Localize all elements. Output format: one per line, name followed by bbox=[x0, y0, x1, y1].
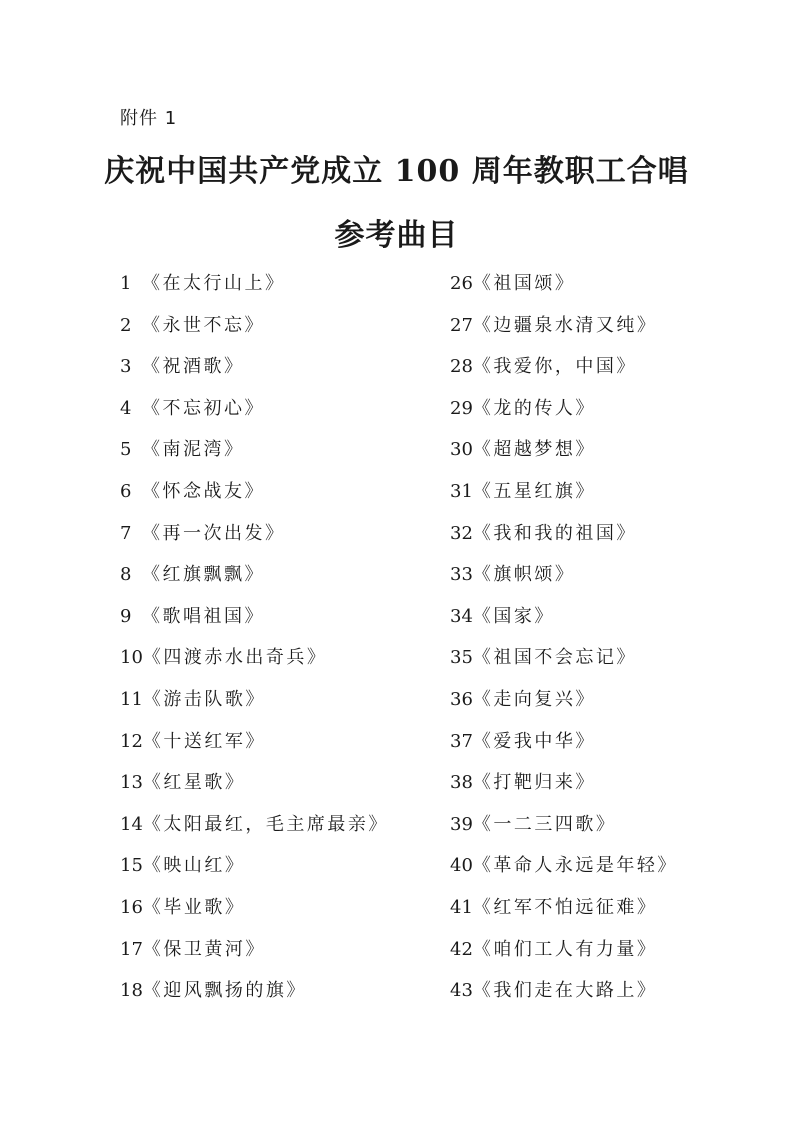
song-number: 16 bbox=[120, 896, 143, 918]
song-title: 《我爱你，中国》 bbox=[472, 356, 637, 378]
song-title: 《映山红》 bbox=[142, 855, 246, 877]
song-item bbox=[120, 436, 440, 478]
song-number: 5 bbox=[120, 439, 132, 461]
song-title: 《红星歌》 bbox=[142, 772, 246, 794]
song-list-left bbox=[120, 270, 440, 1019]
song-number: 42 bbox=[450, 938, 473, 960]
song-item bbox=[450, 478, 770, 520]
song-item bbox=[450, 936, 770, 978]
song-item bbox=[120, 686, 440, 728]
song-number: 18 bbox=[120, 980, 143, 1002]
document-title: 庆祝中国共产党成立 100 周年教职工合唱 bbox=[104, 154, 689, 189]
song-list-right bbox=[450, 270, 770, 1019]
song-title: 《不忘初心》 bbox=[142, 397, 265, 419]
song-number: 41 bbox=[450, 896, 473, 918]
song-number: 8 bbox=[120, 564, 132, 586]
song-title: 《红军不怕远征难》 bbox=[472, 896, 658, 918]
song-number: 39 bbox=[450, 813, 473, 835]
song-number: 1 bbox=[120, 273, 132, 294]
song-number: 37 bbox=[450, 730, 473, 752]
song-title: 《龙的传人》 bbox=[472, 397, 596, 419]
song-title: 《祖国不会忘记》 bbox=[472, 647, 637, 669]
song-title: 《革命人永远是年轻》 bbox=[472, 855, 678, 877]
document-subtitle: 参考曲目 bbox=[334, 218, 459, 253]
song-number: 36 bbox=[450, 688, 473, 710]
song-item bbox=[120, 312, 440, 354]
song-item bbox=[120, 894, 440, 936]
song-title: 《国家》 bbox=[472, 605, 555, 627]
song-number: 14 bbox=[120, 813, 143, 835]
song-item bbox=[120, 977, 440, 1019]
song-number: 34 bbox=[450, 605, 473, 627]
song-item bbox=[450, 270, 770, 312]
song-item bbox=[120, 852, 440, 894]
song-item bbox=[120, 644, 440, 686]
song-title: 《太阳最红，毛主席最亲》 bbox=[142, 813, 389, 835]
song-number: 27 bbox=[450, 314, 473, 336]
song-number: 10 bbox=[120, 647, 143, 669]
song-number: 7 bbox=[120, 522, 132, 544]
song-item bbox=[120, 353, 440, 395]
song-item bbox=[450, 728, 770, 770]
song-number: 15 bbox=[120, 855, 143, 877]
song-title: 《走向复兴》 bbox=[472, 688, 596, 710]
song-title: 《超越梦想》 bbox=[472, 439, 596, 461]
song-item bbox=[120, 603, 440, 645]
song-item bbox=[450, 894, 770, 936]
song-item bbox=[450, 353, 770, 395]
song-number: 2 bbox=[120, 314, 132, 336]
song-title: 《歌唱祖国》 bbox=[142, 605, 265, 627]
song-item bbox=[450, 436, 770, 478]
song-number: 31 bbox=[450, 480, 473, 502]
song-number: 26 bbox=[450, 273, 473, 294]
song-title: 《祝酒歌》 bbox=[142, 356, 245, 378]
song-item bbox=[120, 811, 440, 853]
song-title: 《游击队歌》 bbox=[142, 688, 266, 710]
song-title: 《我们走在大路上》 bbox=[472, 980, 658, 1002]
song-number: 43 bbox=[450, 980, 473, 1002]
song-number: 9 bbox=[120, 605, 132, 627]
song-number: 29 bbox=[450, 397, 473, 419]
song-title: 《毕业歌》 bbox=[142, 896, 246, 918]
song-number: 6 bbox=[120, 480, 132, 502]
song-number: 3 bbox=[120, 356, 132, 378]
song-title: 《南泥湾》 bbox=[142, 439, 245, 461]
song-number: 38 bbox=[450, 772, 473, 794]
song-item bbox=[450, 603, 770, 645]
song-title: 《咱们工人有力量》 bbox=[472, 938, 658, 960]
song-item bbox=[450, 686, 770, 728]
song-number: 30 bbox=[450, 439, 473, 461]
song-title: 《爱我中华》 bbox=[472, 730, 596, 752]
song-item bbox=[120, 520, 440, 562]
song-item bbox=[120, 395, 440, 437]
song-item bbox=[120, 936, 440, 978]
song-title: 《十送红军》 bbox=[142, 730, 266, 752]
song-number: 32 bbox=[450, 522, 473, 544]
song-title: 《红旗飘飘》 bbox=[142, 564, 265, 586]
song-title: 《在太行山上》 bbox=[142, 273, 286, 294]
song-title: 《旗帜颂》 bbox=[472, 564, 576, 586]
song-title: 《怀念战友》 bbox=[142, 480, 265, 502]
song-item bbox=[450, 395, 770, 437]
song-number: 13 bbox=[120, 772, 143, 794]
song-item bbox=[450, 520, 770, 562]
song-title: 《迎风飘扬的旗》 bbox=[142, 980, 307, 1002]
song-title: 《四渡赤水出奇兵》 bbox=[142, 647, 328, 669]
song-item bbox=[120, 478, 440, 520]
song-number: 40 bbox=[450, 855, 473, 877]
song-title: 《五星红旗》 bbox=[472, 480, 596, 502]
song-number: 17 bbox=[120, 938, 143, 960]
song-title: 《保卫黄河》 bbox=[142, 938, 266, 960]
song-item bbox=[450, 312, 770, 354]
song-item bbox=[450, 977, 770, 1019]
song-title: 《我和我的祖国》 bbox=[472, 522, 637, 544]
song-number: 11 bbox=[120, 688, 143, 710]
attachment-label: 附件 1 bbox=[120, 108, 178, 129]
song-title: 《祖国颂》 bbox=[472, 273, 576, 294]
song-number: 28 bbox=[450, 356, 473, 378]
song-item bbox=[450, 811, 770, 853]
song-title: 《边疆泉水清又纯》 bbox=[472, 314, 658, 336]
song-item bbox=[120, 561, 440, 603]
song-item bbox=[450, 644, 770, 686]
song-item bbox=[120, 728, 440, 770]
song-number: 35 bbox=[450, 647, 473, 669]
song-number: 33 bbox=[450, 564, 473, 586]
song-item bbox=[120, 270, 440, 312]
song-title: 《一二三四歌》 bbox=[472, 813, 617, 835]
song-item bbox=[450, 852, 770, 894]
song-title: 《永世不忘》 bbox=[142, 314, 265, 336]
song-title: 《打靶归来》 bbox=[472, 772, 596, 794]
song-item bbox=[450, 561, 770, 603]
song-number: 4 bbox=[120, 397, 132, 419]
song-item bbox=[450, 769, 770, 811]
song-item bbox=[120, 769, 440, 811]
song-number: 12 bbox=[120, 730, 143, 752]
song-title: 《再一次出发》 bbox=[142, 522, 286, 544]
